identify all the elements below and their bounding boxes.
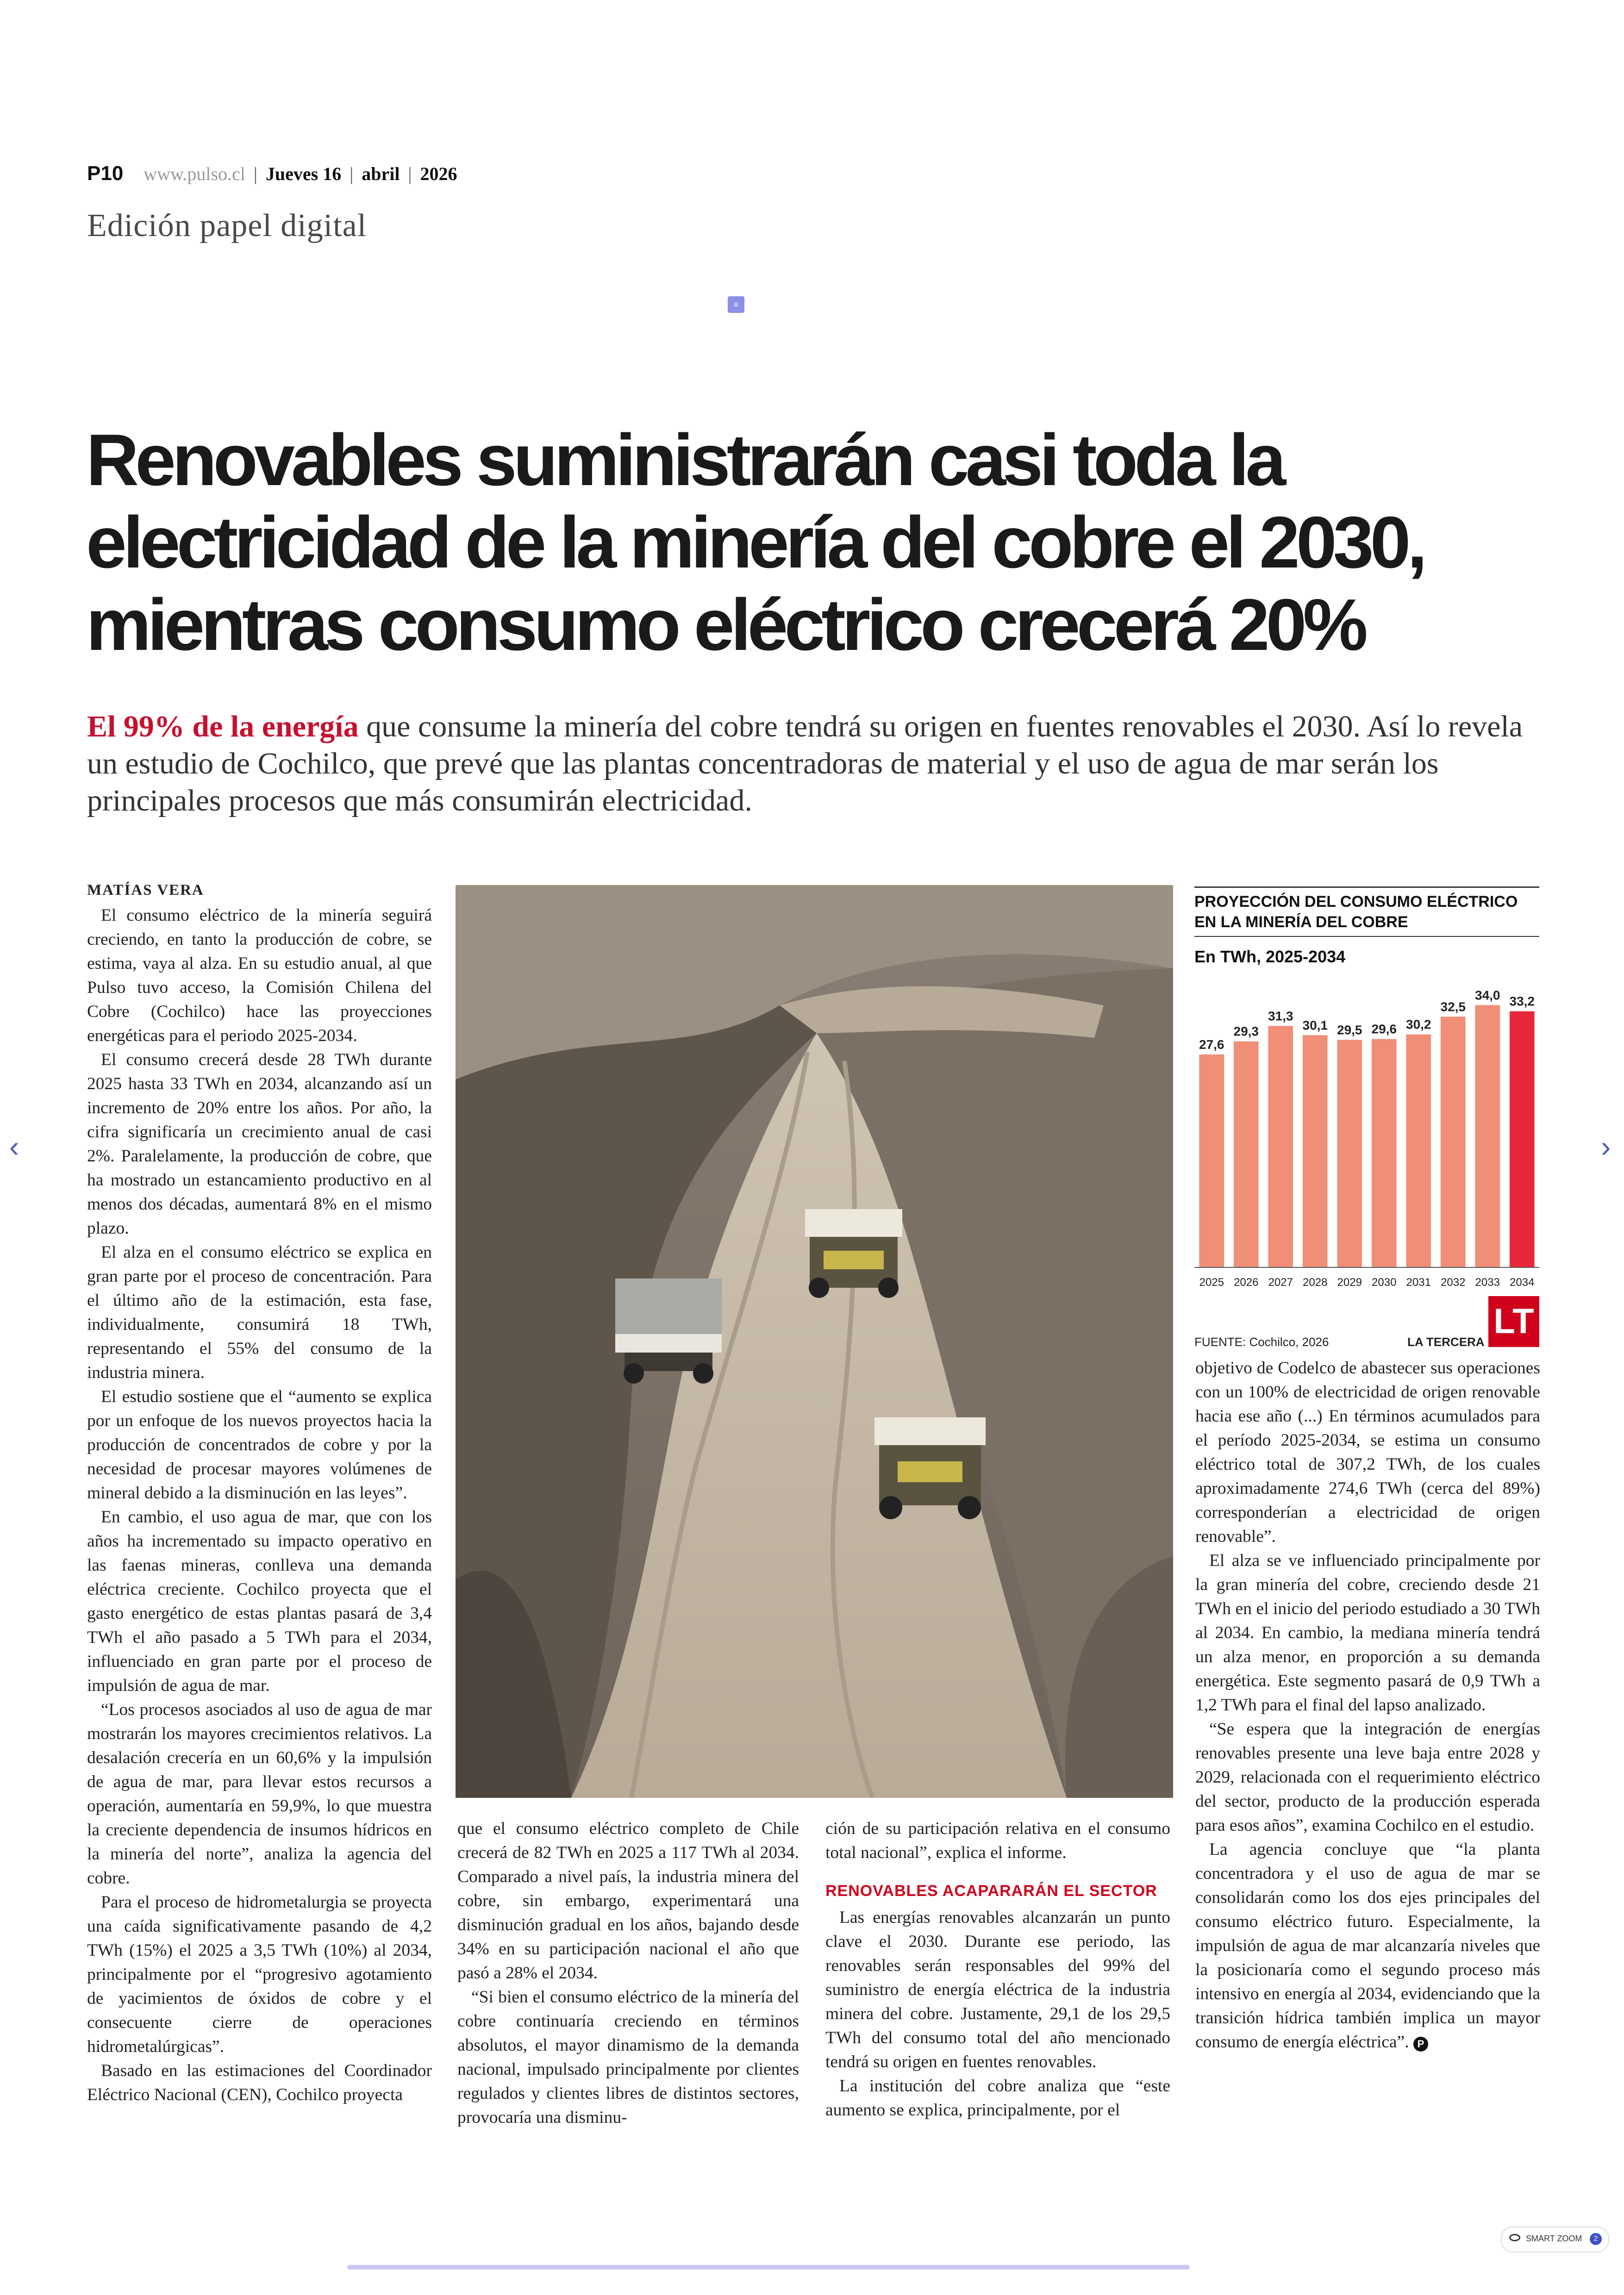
bar-2031 [1406, 1035, 1431, 1267]
eye-icon [1509, 2234, 1520, 2241]
smart-zoom-button[interactable] [1501, 2226, 1609, 2252]
bar-2029 [1337, 1040, 1362, 1267]
value-label-2031: 30,2 [1406, 1017, 1431, 1032]
x-tick-2025: 2025 [1199, 1276, 1224, 1289]
paragraph: El estudio sostiene que el “aumento se explica por un enfoque de los nuevos proyectos hacia la producción de concentrados de cobre y por la necesidad de procesar mayores volúmenes de mineral debido a la disminución en las leyes”. [87, 1387, 432, 1503]
paragraph: ción de su participación relativa en el consumo total nacional”, explica el informe. [825, 1819, 1170, 1862]
paragraph: objetivo de Codelco de abastecer sus operaciones con un 100% de electricidad de origen renovable hacia ese año (...) En términos acumulados para el período 2025-2034, se estima un consumo eléctrico total de 307,2 TWh, de los cuales aproximadamente 274,6 TWh (cerca del 89%) corresponderían a electricidad de origen renovable”. [1195, 1359, 1540, 1546]
x-tick-2031: 2031 [1406, 1276, 1431, 1289]
la-tercera-logo: LT [1488, 1296, 1539, 1347]
bar-2032 [1441, 1017, 1466, 1267]
bar-2028 [1303, 1035, 1328, 1267]
article-column-1 [87, 904, 432, 2107]
paragraph: El consumo eléctrico de la minería seguirá creciendo, en tanto la producción de cobre, se estima, vaya al alza. En su estudio anual, al que Pulso tuvo acceso, la Comisión Chilena del Cobre (Cochilco) hace las proyecciones energéticas para el periodo 2025-2034. [87, 906, 432, 1045]
separator: | [253, 163, 257, 184]
x-tick-2032: 2032 [1441, 1276, 1466, 1289]
page-scrollbar[interactable] [347, 2265, 1190, 2270]
bar-2030 [1372, 1039, 1397, 1267]
edition-label: Edición papel digital [87, 208, 367, 243]
truck-loaded [615, 1278, 722, 1384]
header-day: Jueves 16 [265, 163, 342, 184]
value-label-2025: 27,6 [1199, 1037, 1224, 1052]
paragraph [1195, 1838, 1540, 2054]
bar-chart-svg [1194, 971, 1539, 1293]
paragraph: Las energías renovables alcanzarán un punto clave el 2030. Durante ese periodo, las renovables serán responsables del 99% del suministro de energía eléctrica de la industria minera del cobre. Justamente, 29,1 de los 29,5 TWh del consumo total del año mencionado tendrá su origen en fuentes renovables. [825, 1908, 1170, 2071]
paragraph: Para el proceso de hidrometalurgia se proyecta una caída significativamente pasando de 4,2 TWh (15%) el 2025 a 3,5 TWh (10%) al 2034, principalmente por el “progresivo agotamiento de yacimientos de óxidos de cobre y el consecuente cierre de operaciones hidrometalúrgicas”. [87, 1893, 432, 2056]
x-tick-2030: 2030 [1372, 1276, 1397, 1289]
paragraph: La institución del cobre analiza que “este aumento se explica, principalmente, por el [825, 2077, 1170, 2120]
chart-title: PROYECCIÓN DEL CONSUMO ELÉCTRICO EN LA MINERÍA DEL COBRE [1194, 886, 1539, 937]
smart-zoom-count: 2 [1590, 2233, 1602, 2245]
bar-2025 [1199, 1054, 1224, 1267]
chart-brand: LA TERCERA [1407, 1335, 1485, 1349]
value-label-2030: 29,6 [1371, 1022, 1397, 1036]
separator: | [408, 163, 412, 184]
value-label-2032: 32,5 [1440, 999, 1466, 1014]
paragraph: que el consumo eléctrico completo de Chile crecerá de 82 TWh en 2025 a 117 TWh al 2034. Comparado a nivel país, la industria minera del cobre, sin embargo, experimentará una disminución gradual en los años, bajando desde 34% en su participación nacional el año que pasó a 28% el 2034. [457, 1819, 799, 1983]
bar-2027 [1268, 1026, 1293, 1267]
chart-source: FUENTE: Cochilco, 2026 [1194, 1335, 1329, 1349]
page-number: P10 [87, 162, 124, 185]
truck-top [805, 1209, 902, 1298]
bar-2034 [1510, 1011, 1535, 1267]
paragraph-text: La agencia concluye que “la planta concentradora y el uso de agua de mar se consolidarán como los dos ejes principales del consumo eléctrico futuro. Especialmente, la impulsión de agua de mar alcanzaría niveles que la posicionaría como el segundo proceso más intensivo en energía al 2034, evidenciando que la transición hídrica también implica un mayor consumo de energía eléctrica”. [1195, 1840, 1540, 2052]
x-tick-2028: 2028 [1303, 1276, 1328, 1289]
paragraph: Basado en las estimaciones del Coordinador Eléctrico Nacional (CEN), Cochilco proyecta [87, 2061, 432, 2104]
article-column-2 [457, 1817, 799, 2130]
article-column-4 [1195, 1356, 1540, 2054]
x-tick-2029: 2029 [1337, 1276, 1362, 1289]
header-year: 2026 [420, 163, 457, 184]
site-url[interactable]: www.pulso.cl [144, 163, 245, 184]
article-column-3 [825, 1817, 1170, 2122]
next-page-icon[interactable]: › [1601, 1130, 1611, 1163]
value-label-2029: 29,5 [1337, 1023, 1362, 1037]
headline: Renovables suministrarán casi toda la electricidad de la minería del cobre el 2030, mientras consumo eléctrico crecerá 20% [86, 419, 1424, 666]
value-label-2026: 29,3 [1233, 1024, 1259, 1039]
consumption-chart [1194, 886, 1539, 1293]
section-subhead: RENOVABLES ACAPARARÁN EL SECTOR [825, 1882, 1157, 1900]
value-label-2033: 34,0 [1475, 988, 1500, 1003]
separator: | [350, 163, 354, 184]
end-mark-icon: P [1413, 2037, 1428, 2052]
mine-trucks-photo [456, 885, 1173, 1798]
value-label-2028: 30,1 [1302, 1018, 1328, 1033]
chart-subtitle: En TWh, 2025-2034 [1194, 947, 1346, 966]
dek [87, 708, 1545, 819]
paragraph: “Si bien el consumo eléctrico de la minería del cobre continuaría creciendo en términos absolutos, el mayor dinamismo de la demanda nacional, impulsado principalmente por clientes regulados y clientes libres de distintos sectores, provocaría una disminu- [457, 1988, 799, 2127]
prev-page-icon[interactable]: ‹ [9, 1130, 19, 1163]
x-tick-2034: 2034 [1510, 1276, 1535, 1289]
paragraph: “Se espera que la integración de energías renovables presente una leve baja entre 2028 y 2029, relacionada con el requerimiento eléctrico del sector, producto de la producción esperada para esos años”, examina Cochilco en el estudio. [1195, 1720, 1540, 1835]
dek-text: que consume la minería del cobre tendrá su origen en fuentes renovables el 2030. Así lo revela un estudio de Cochilco, que prevé que las plantas concentradoras de material y el uso de agua de mar serán los principales procesos que más consumirán electricidad. [87, 710, 1523, 817]
bar-2033 [1475, 1005, 1500, 1267]
paragraph: En cambio, el uso agua de mar, que con los años ha incrementado su impacto operativo en las faenas mineras, conlleva una demanda eléctrica creciente. Cochilco proyecta que el gasto energético de estas plantas pasará de 3,4 TWh el año pasado a 5 TWh para el 2034, influenciado en gran parte por el proceso de impulsión de agua de mar. [87, 1508, 432, 1695]
value-label-2027: 31,3 [1268, 1009, 1293, 1023]
truck-front [874, 1417, 986, 1519]
bar-2026 [1234, 1041, 1259, 1267]
paragraph: El alza se ve influenciado principalmente por la gran minería del cobre, creciendo desde 21 TWh en el inicio del periodo estudiado a 30 TWh al 2034. En cambio, la mediana minería tendrá un alza menor, en proporción a su demanda energética. Este segmento pasará de 0,9 TWh a 1,2 TWh para el final del lapso analizado. [1195, 1551, 1540, 1715]
value-label-2034: 33,2 [1509, 994, 1535, 1009]
mine-road-illustration [456, 885, 1173, 1798]
page-header [87, 162, 457, 185]
paragraph: “Los procesos asociados al uso de agua de mar mostrarán los mayores crecimientos relativos. La desalación crecería en un 60,6% y la impulsión de agua de mar, para llevar estos recursos a operación, aumentaría en 59,9%, lo que muestra la creciente dependencia de insumos hídricos en la minería del norte”, analiza la agencia del cobre. [87, 1700, 432, 1888]
paragraph: El alza en el consumo eléctrico se explica en gran parte por el proceso de concentración. Para el último año de la estimación, esta fase, individualmente, consumirá 18 TWh, representando el 55% del consumo de la industria minera. [87, 1243, 432, 1382]
x-tick-2026: 2026 [1234, 1276, 1259, 1289]
smart-zoom-label: SMART ZOOM [1526, 2234, 1582, 2243]
note-marker-icon[interactable]: ≡ [728, 296, 744, 313]
header-month: abril [362, 163, 400, 184]
x-tick-2033: 2033 [1475, 1276, 1500, 1289]
x-tick-2027: 2027 [1268, 1276, 1293, 1289]
byline: MATÍAS VERA [87, 882, 204, 898]
dek-highlight: El 99% de la energía [87, 710, 359, 743]
paragraph: El consumo crecerá desde 28 TWh durante 2025 hasta 33 TWh en 2034, alcanzando así un incremento de 20% entre los años. Por año, la cifra significaría un crecimiento anual de casi 2%. Paralelamente, la producción de cobre, que ha mostrado un estancamiento productivo en al menos dos décadas, aumentará 8% en el mismo plazo. [87, 1050, 432, 1238]
